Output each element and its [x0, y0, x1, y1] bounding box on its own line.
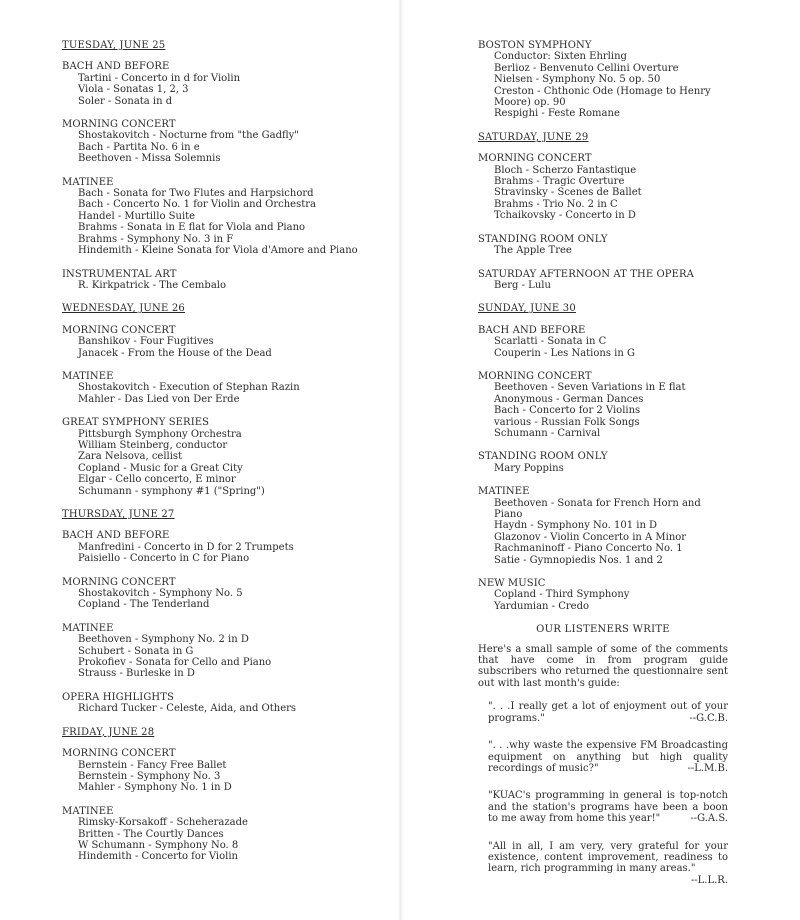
program-block — [62, 371, 388, 405]
program-item: Shostakovitch - Symphony No. 5 — [78, 588, 243, 600]
program-block — [478, 40, 728, 120]
program-item: Beethoven - Missa Solemnis — [78, 153, 221, 165]
program-item: Shostakovitch - Execution of Stephan Razin — [78, 382, 300, 394]
program-item: Bach - Partita No. 6 in e — [78, 141, 200, 153]
program-item: Berg - Lulu — [494, 279, 551, 291]
program-block — [478, 269, 728, 292]
right-schedule — [478, 40, 728, 612]
program-block — [62, 623, 388, 680]
listeners-section — [478, 624, 728, 886]
right-column — [478, 40, 728, 902]
program-block — [62, 577, 388, 611]
quote-signature: --L.L.R. — [690, 874, 728, 886]
program-item: Mahler - Das Lied von Der Erde — [78, 393, 240, 405]
program-item: Scarlatti - Sonata in C — [494, 336, 607, 348]
program-block — [62, 748, 388, 794]
program-title: MORNING CONCERT — [62, 119, 176, 131]
program-item: Banshikov - Four Fugitives — [78, 336, 214, 348]
day-heading: SATURDAY, JUNE 29 — [478, 131, 589, 143]
program-item: Satie - Gymnopiedis Nos. 1 and 2 — [494, 554, 663, 566]
program-item: William Steinberg, conductor — [78, 439, 228, 451]
listeners-intro: Here's a small sample of some of the comments that have come in from program guide subscribers who returned the questionnaire sent out with last month's guide: — [478, 643, 728, 689]
program-item: Bach - Sonata for Two Flutes and Harpsichord — [78, 188, 314, 200]
program-item: Britten - The Courtly Dances — [78, 828, 224, 840]
day-heading: SUNDAY, JUNE 30 — [478, 303, 576, 315]
program-title: STANDING ROOM ONLY — [478, 233, 608, 245]
program-title: MATINEE — [62, 176, 114, 188]
program-item: Conductor: Sixten Ehrling — [494, 51, 627, 63]
day-heading: TUESDAY, JUNE 25 — [62, 40, 166, 51]
listener-quote — [478, 790, 728, 824]
program-item: Schumann - symphony #1 ("Spring") — [78, 485, 265, 497]
program-item: Paisiello - Concerto in C for Piano — [78, 553, 250, 565]
program-item: W Schumann - Symphony No. 8 — [78, 839, 239, 851]
program-item: Beethoven - Symphony No. 2 in D — [78, 634, 249, 646]
program-item: Manfredini - Concerto in D for 2 Trumpets — [78, 541, 294, 553]
listener-quote — [478, 841, 728, 887]
program-item: Prokofiev - Sonata for Cello and Piano — [78, 657, 272, 669]
program-title: BACH AND BEFORE — [478, 324, 586, 336]
program-item: Mahler - Symphony No. 1 in D — [78, 782, 232, 794]
program-item: Anonymous - German Dances — [494, 393, 644, 405]
program-item: Respighi - Feste Romane — [494, 108, 620, 120]
program-item: Rimsky-Korsakoff - Scheherazade — [78, 817, 248, 829]
quote-text: ". . .I really get a lot of enjoyment out of your programs." — [488, 701, 728, 724]
program-block — [478, 371, 728, 439]
program-item: Bernstein - Symphony No. 3 — [78, 770, 221, 782]
program-block — [478, 234, 728, 257]
program-item: Mary Poppins — [494, 462, 564, 474]
program-title: NEW MUSIC — [478, 578, 546, 590]
listener-quote — [478, 701, 728, 724]
program-item: Glazonov - Violin Concerto in A Minor — [494, 531, 687, 543]
program-item: Nielsen - Symphony No. 5 op. 50 — [494, 74, 661, 86]
program-title: MATINEE — [478, 486, 530, 498]
program-item: Tchaikovsky - Concerto in D — [494, 210, 636, 222]
listener-quote — [478, 740, 728, 774]
program-block — [478, 325, 728, 359]
page-fold — [398, 0, 404, 920]
quote-signature: --L.M.B. — [687, 762, 728, 774]
program-item: Bach - Concerto for 2 Violins — [494, 405, 641, 417]
program-item: Beethoven - Seven Variations in E flat — [494, 382, 686, 394]
program-item: Haydn - Symphony No. 101 in D — [494, 520, 658, 532]
program-title: BACH AND BEFORE — [62, 61, 170, 73]
program-block — [478, 451, 728, 474]
program-item: Couperin - Les Nations in G — [494, 347, 635, 359]
program-item: Schubert - Sonata in G — [78, 645, 194, 657]
program-block — [62, 119, 388, 165]
program-item: Soler - Sonata in d — [78, 95, 173, 107]
program-item: Creston - Chthonic Ode (Homage to Henry Moore) op. 90 — [494, 85, 711, 109]
quotes-list — [478, 701, 728, 886]
program-block — [62, 61, 388, 107]
program-title: BACH AND BEFORE — [62, 530, 170, 542]
program-block — [62, 325, 388, 359]
program-item: Brahms - Tragic Overture — [494, 176, 625, 188]
program-item: Copland - Music for a Great City — [78, 462, 243, 474]
program-item: Bernstein - Fancy Free Ballet — [78, 759, 227, 771]
program-title: OPERA HIGHLIGHTS — [62, 691, 174, 703]
program-item: Brahms - Sonata in E flat for Viola and Piano — [78, 222, 306, 234]
program-title: STANDING ROOM ONLY — [478, 451, 608, 463]
program-item: R. Kirkpatrick - The Cembalo — [78, 279, 226, 291]
day-heading: THURSDAY, JUNE 27 — [62, 509, 175, 520]
program-title: MORNING CONCERT — [62, 324, 176, 336]
program-item: Hindemith - Kleine Sonata for Viola d'Amore and Piano — [78, 245, 358, 257]
program-title: MATINEE — [62, 622, 114, 634]
program-block — [478, 578, 728, 612]
program-item: Pittsburgh Symphony Orchestra — [78, 428, 242, 440]
program-title: MORNING CONCERT — [478, 153, 592, 165]
program-item: Schumann - Carnival — [494, 427, 601, 439]
program-item: various - Russian Folk Songs — [494, 416, 640, 428]
program-block — [62, 177, 388, 257]
quote-text: "KUAC's programming in general is top-notch and the station's programs have been a boon to me away from home this year!" — [488, 790, 728, 825]
program-item: Beethoven - Sonata for French Horn and Piano — [494, 497, 701, 520]
program-item: Bach - Concerto No. 1 for Violin and Orchestra — [78, 199, 316, 211]
program-item: Brahms - Trio No. 2 in C — [494, 198, 618, 210]
program-item: Zara Nelsova, cellist — [78, 451, 183, 463]
program-title: SATURDAY AFTERNOON AT THE OPERA — [478, 268, 694, 280]
program-item: Tartini - Concerto in d for Violin — [78, 72, 241, 84]
quote-signature: --G.C.B. — [689, 712, 728, 724]
program-title: MORNING CONCERT — [478, 370, 592, 382]
program-item: Hindemith - Concerto for Violin — [78, 851, 238, 863]
program-title: MATINEE — [62, 370, 114, 382]
program-block — [478, 153, 728, 221]
program-title: MORNING CONCERT — [62, 576, 176, 588]
program-block — [62, 269, 388, 292]
program-item: Rachmaninoff - Piano Concerto No. 1 — [494, 543, 683, 555]
program-item: Handel - Murtillo Suite — [78, 210, 196, 222]
quote-text: ". . .why waste the expensive FM Broadcasting equipment on anything but high quality recordings of music?" — [488, 740, 728, 774]
day-heading: WEDNESDAY, JUNE 26 — [62, 303, 185, 315]
program-block — [62, 692, 388, 715]
program-block — [62, 417, 388, 497]
program-block — [62, 806, 388, 863]
day-heading: FRIDAY, JUNE 28 — [62, 726, 155, 738]
left-column — [62, 40, 388, 875]
program-block — [478, 486, 728, 566]
program-item: Stravinsky - Scenes de Ballet — [494, 187, 642, 199]
program-item: The Apple Tree — [494, 245, 572, 257]
program-item: Strauss - Burleske in D — [78, 668, 195, 680]
program-item: Janacek - From the House of the Dead — [78, 347, 272, 359]
program-item: Shostakovitch - Nocturne from "the Gadfly" — [78, 130, 299, 142]
program-title: GREAT SYMPHONY SERIES — [62, 417, 210, 429]
program-item: Yardumian - Credo — [494, 600, 589, 612]
program-item: Richard Tucker - Celeste, Aida, and Others — [78, 703, 297, 715]
program-title: MATINEE — [62, 805, 114, 817]
program-item: Elgar - Cello concerto, E minor — [78, 474, 236, 486]
quote-signature: --G.A.S. — [690, 813, 728, 825]
program-item: Bloch - Scherzo Fantastique — [494, 164, 637, 176]
quote-text: "All in all, I am very, very grateful for your existence, content improvement, readiness to learn, rich programming in many areas." — [488, 840, 728, 875]
program-item: Viola - Sonatas 1, 2, 3 — [78, 84, 189, 96]
program-item: Berlioz - Benvenuto Cellini Overture — [494, 62, 679, 74]
listeners-heading: OUR LISTENERS WRITE — [536, 624, 670, 636]
program-title: MORNING CONCERT — [62, 748, 176, 760]
program-title: INSTRUMENTAL ART — [62, 268, 177, 280]
program-item: Brahms - Symphony No. 3 in F — [78, 233, 234, 245]
program-block — [62, 530, 388, 564]
program-item: Copland - The Tenderland — [78, 599, 210, 611]
program-item: Copland - Third Symphony — [494, 589, 630, 601]
program-title: BOSTON SYMPHONY — [478, 40, 592, 51]
